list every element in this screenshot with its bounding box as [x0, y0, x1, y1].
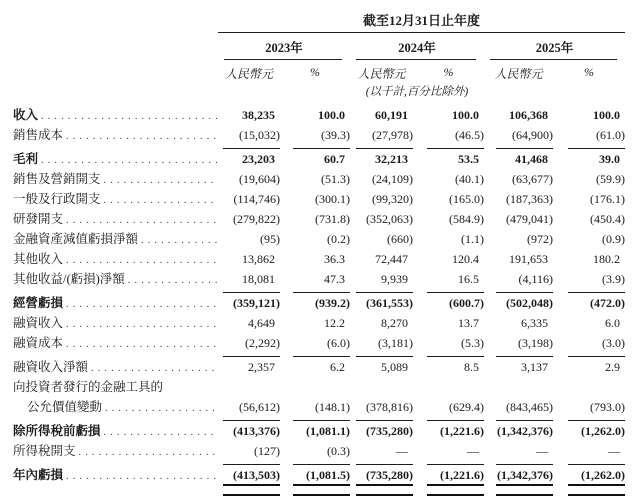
cell-value: (3,181) — [378, 336, 413, 350]
year-header-row — [218, 33, 625, 60]
table-row — [13, 465, 625, 485]
row-label: 經營虧損 — [13, 296, 64, 310]
table-row — [13, 229, 625, 249]
cell-value: (61.0) — [596, 128, 625, 142]
unit-note: (以千計,百分比除外) — [365, 86, 469, 98]
percent-header: % — [584, 65, 594, 79]
cell-value: 5,089 — [381, 360, 408, 374]
cell-value: (51.3) — [321, 172, 350, 186]
cell-value: 100.0 — [593, 108, 620, 122]
row-label: 融資收入 — [13, 316, 64, 330]
cell-value: (6.0) — [327, 336, 350, 350]
cell-value: (3.0) — [602, 336, 625, 350]
cell-value: 9,939 — [381, 272, 408, 286]
cell-value: (127) — [254, 444, 280, 458]
row-label: 融資成本 — [13, 336, 64, 350]
cell-value: (3,198) — [518, 336, 553, 350]
row-label-cell — [13, 377, 218, 395]
table-row — [13, 249, 625, 269]
cell-value: (361,553) — [366, 296, 413, 310]
cell-value: 100.0 — [318, 108, 345, 122]
cell-value: (64,900) — [512, 128, 553, 142]
year-group-rule — [356, 59, 476, 60]
table-row — [13, 189, 625, 209]
cell-value: (843,465) — [506, 400, 553, 414]
dot-leader — [101, 175, 218, 186]
cell-value: 38,235 — [242, 108, 275, 122]
dot-leader — [63, 319, 218, 330]
cell-value: (731.8) — [315, 212, 350, 226]
cell-value: (629.4) — [449, 400, 484, 414]
row-label: 所得稅開支 — [13, 444, 76, 458]
cell-value: (1.1) — [461, 232, 484, 246]
row-label-cell — [13, 105, 218, 123]
cell-value: (187,363) — [506, 192, 553, 206]
cell-value: 8.5 — [464, 360, 479, 374]
table-row — [13, 269, 625, 289]
cell-value: (5.3) — [461, 336, 484, 350]
row-label-cell — [13, 149, 218, 167]
table-row — [13, 397, 625, 417]
dot-leader — [125, 275, 218, 286]
cell-value: 6,335 — [521, 316, 548, 330]
cell-value: (39.3) — [321, 128, 350, 142]
cell-value: (165.0) — [449, 192, 484, 206]
cell-value: 72,447 — [375, 252, 408, 266]
cell-value: 53.5 — [458, 152, 479, 166]
table-row — [13, 149, 625, 169]
cell-value: (584.9) — [449, 212, 484, 226]
year-group-rule — [490, 59, 617, 60]
cell-value: (1,342,376) — [497, 424, 553, 438]
cell-value: (56,612) — [239, 400, 280, 414]
cell-value: (735,280) — [366, 468, 413, 482]
cell-value: (502,048) — [506, 296, 553, 310]
table-row — [13, 421, 625, 441]
cell-value: 191,653 — [509, 252, 548, 266]
cell-value: (1,262.0) — [581, 468, 625, 482]
cell-value: (660) — [387, 232, 413, 246]
cell-value: 18,081 — [242, 272, 275, 286]
percent-header: % — [443, 65, 454, 79]
cell-value: (450.4) — [590, 212, 625, 226]
cell-value: 41,468 — [515, 152, 548, 166]
row-label-cell — [13, 441, 218, 459]
row-label: 金融資產減值虧損淨額 — [13, 232, 139, 246]
dot-leader — [63, 339, 218, 350]
cell-value: 3,137 — [521, 360, 548, 374]
row-label: 公允價值變動 — [27, 400, 103, 414]
cell-value: (63,677) — [512, 172, 553, 186]
year-group-2025 — [484, 38, 625, 60]
cell-value: (19,604) — [239, 172, 280, 186]
cell-value: (300.1) — [315, 192, 350, 206]
currency-header: 人民幣元 — [357, 67, 406, 81]
table-row — [13, 377, 625, 397]
cell-value: 13,862 — [242, 252, 275, 266]
cell-value: (15,032) — [239, 128, 280, 142]
row-label-cell — [13, 357, 218, 375]
period-header: 截至12月31日止年度 — [218, 10, 625, 33]
cell-value: (735,280) — [366, 424, 413, 438]
cell-value: 106,368 — [509, 108, 548, 122]
row-label: 銷售及營銷開支 — [13, 172, 101, 186]
cell-value: (148.1) — [315, 400, 350, 414]
table-row — [13, 209, 625, 229]
cell-value: (413,376) — [233, 424, 280, 438]
cell-value: (793.0) — [590, 400, 625, 414]
table-row — [13, 169, 625, 189]
row-label: 毛利 — [13, 152, 39, 166]
cell-value: (0.2) — [327, 232, 350, 246]
dot-leader — [63, 215, 218, 226]
row-label-cell — [13, 189, 218, 207]
cell-value: 2,357 — [248, 360, 275, 374]
cell-value: 13.7 — [458, 316, 479, 330]
year-label: 2023年 — [265, 41, 303, 55]
row-label-cell — [13, 333, 218, 351]
table-row — [13, 333, 625, 353]
table-row — [13, 357, 625, 377]
cell-value: (1,221.6) — [440, 468, 484, 482]
cell-value: 12.2 — [324, 316, 345, 330]
cell-value: 2.9 — [605, 360, 620, 374]
cell-value: — — [396, 444, 408, 458]
cell-value: 6.0 — [605, 316, 620, 330]
row-label-cell — [13, 249, 218, 267]
cell-value: 16.5 — [458, 272, 479, 286]
cell-value: (939.2) — [315, 296, 350, 310]
row-label: 其他收入 — [13, 252, 64, 266]
year-group-2023 — [218, 38, 350, 60]
cell-value: 6.2 — [330, 360, 345, 374]
dot-leader — [138, 235, 218, 246]
cell-value: (1,081.1) — [306, 424, 350, 438]
row-label: 除所得稅前虧損 — [13, 424, 101, 438]
currency-header: 人民幣元 — [494, 67, 543, 81]
cell-value: (114,746) — [233, 192, 280, 206]
dot-leader — [101, 427, 218, 438]
cell-value: 39.0 — [599, 152, 620, 166]
cell-value: (2,292) — [245, 336, 280, 350]
row-label-cell — [13, 169, 218, 187]
year-group-rule — [224, 59, 342, 60]
cell-value: (1,262.0) — [581, 424, 625, 438]
cell-value: (3.9) — [602, 272, 625, 286]
table-row — [13, 441, 625, 461]
cell-value: (27,978) — [372, 128, 413, 142]
row-label-cell — [13, 421, 218, 439]
table-body — [13, 105, 625, 496]
cell-value: (413,503) — [233, 468, 280, 482]
row-label: 向投資者發行的金融工具的 — [13, 380, 164, 394]
cell-value: 4,649 — [248, 316, 275, 330]
cell-value: 23,203 — [242, 152, 275, 166]
cell-value: (40.1) — [455, 172, 484, 186]
row-label-cell — [13, 269, 218, 287]
cell-value: (4,116) — [518, 272, 553, 286]
cell-value: 180.2 — [593, 252, 620, 266]
cell-value: (972) — [527, 232, 553, 246]
cell-value: (279,822) — [233, 212, 280, 226]
year-label: 2024年 — [398, 41, 436, 55]
dot-leader — [63, 471, 218, 482]
table-row — [13, 313, 625, 333]
dot-leader — [38, 111, 218, 122]
dot-leader — [76, 447, 218, 458]
row-label: 研發開支 — [13, 212, 64, 226]
cell-value: (1,081.5) — [306, 468, 350, 482]
dot-leader — [38, 155, 218, 166]
dot-leader — [88, 363, 218, 374]
cell-value: (352,063) — [366, 212, 413, 226]
cell-value: 60,191 — [375, 108, 408, 122]
dot-leader — [101, 195, 218, 206]
dot-leader — [102, 403, 218, 414]
row-label-cell — [13, 229, 218, 247]
cell-value: 60.7 — [324, 152, 345, 166]
row-label: 收入 — [13, 108, 39, 122]
cell-value: 36.3 — [324, 252, 345, 266]
row-label-cell — [13, 209, 218, 227]
cell-value: (378,816) — [366, 400, 413, 414]
row-label: 銷售成本 — [13, 128, 64, 142]
cell-value: (176.1) — [590, 192, 625, 206]
row-label: 年內虧損 — [13, 468, 64, 482]
dot-leader — [63, 131, 218, 142]
row-label-cell — [13, 465, 218, 483]
currency-header: 人民幣元 — [224, 67, 273, 81]
subheader-row — [218, 60, 625, 82]
cell-value: 47.3 — [324, 272, 345, 286]
cell-value: — — [467, 444, 479, 458]
cell-value: — — [536, 444, 548, 458]
row-label-cell — [13, 397, 218, 415]
cell-value: (24,109) — [372, 172, 413, 186]
table-row — [13, 105, 625, 125]
table-row — [13, 293, 625, 313]
row-label: 融資收入淨額 — [13, 360, 89, 374]
cell-value: (472.0) — [590, 296, 625, 310]
cell-value: — — [608, 444, 620, 458]
cell-value: (99,320) — [372, 192, 413, 206]
row-label-cell — [13, 293, 218, 311]
cell-value: 32,213 — [375, 152, 408, 166]
cell-value: (0.3) — [327, 444, 350, 458]
row-label-cell — [13, 125, 218, 143]
row-label-cell — [13, 313, 218, 331]
cell-value: (479,041) — [506, 212, 553, 226]
cell-value: 100.0 — [452, 108, 479, 122]
cell-value: (59.9) — [596, 172, 625, 186]
year-label: 2025年 — [535, 41, 574, 55]
dot-leader — [63, 299, 218, 310]
cell-value: (1,342,376) — [497, 468, 553, 482]
cell-value: (95) — [260, 232, 280, 246]
cell-value: (359,121) — [233, 296, 280, 310]
row-label: 其他收益/(虧損)淨額 — [13, 272, 125, 286]
cell-value: (600.7) — [449, 296, 484, 310]
cell-value: (46.5) — [455, 128, 484, 142]
cell-value: (0.9) — [602, 232, 625, 246]
cell-value: 120.4 — [452, 252, 479, 266]
cell-value: 8,270 — [381, 316, 408, 330]
percent-header: % — [310, 65, 320, 79]
dot-leader — [63, 255, 218, 266]
year-group-2024 — [350, 38, 484, 60]
row-label: 一般及行政開支 — [13, 192, 101, 206]
table-row — [13, 125, 625, 145]
cell-value: (1,221.6) — [440, 424, 484, 438]
